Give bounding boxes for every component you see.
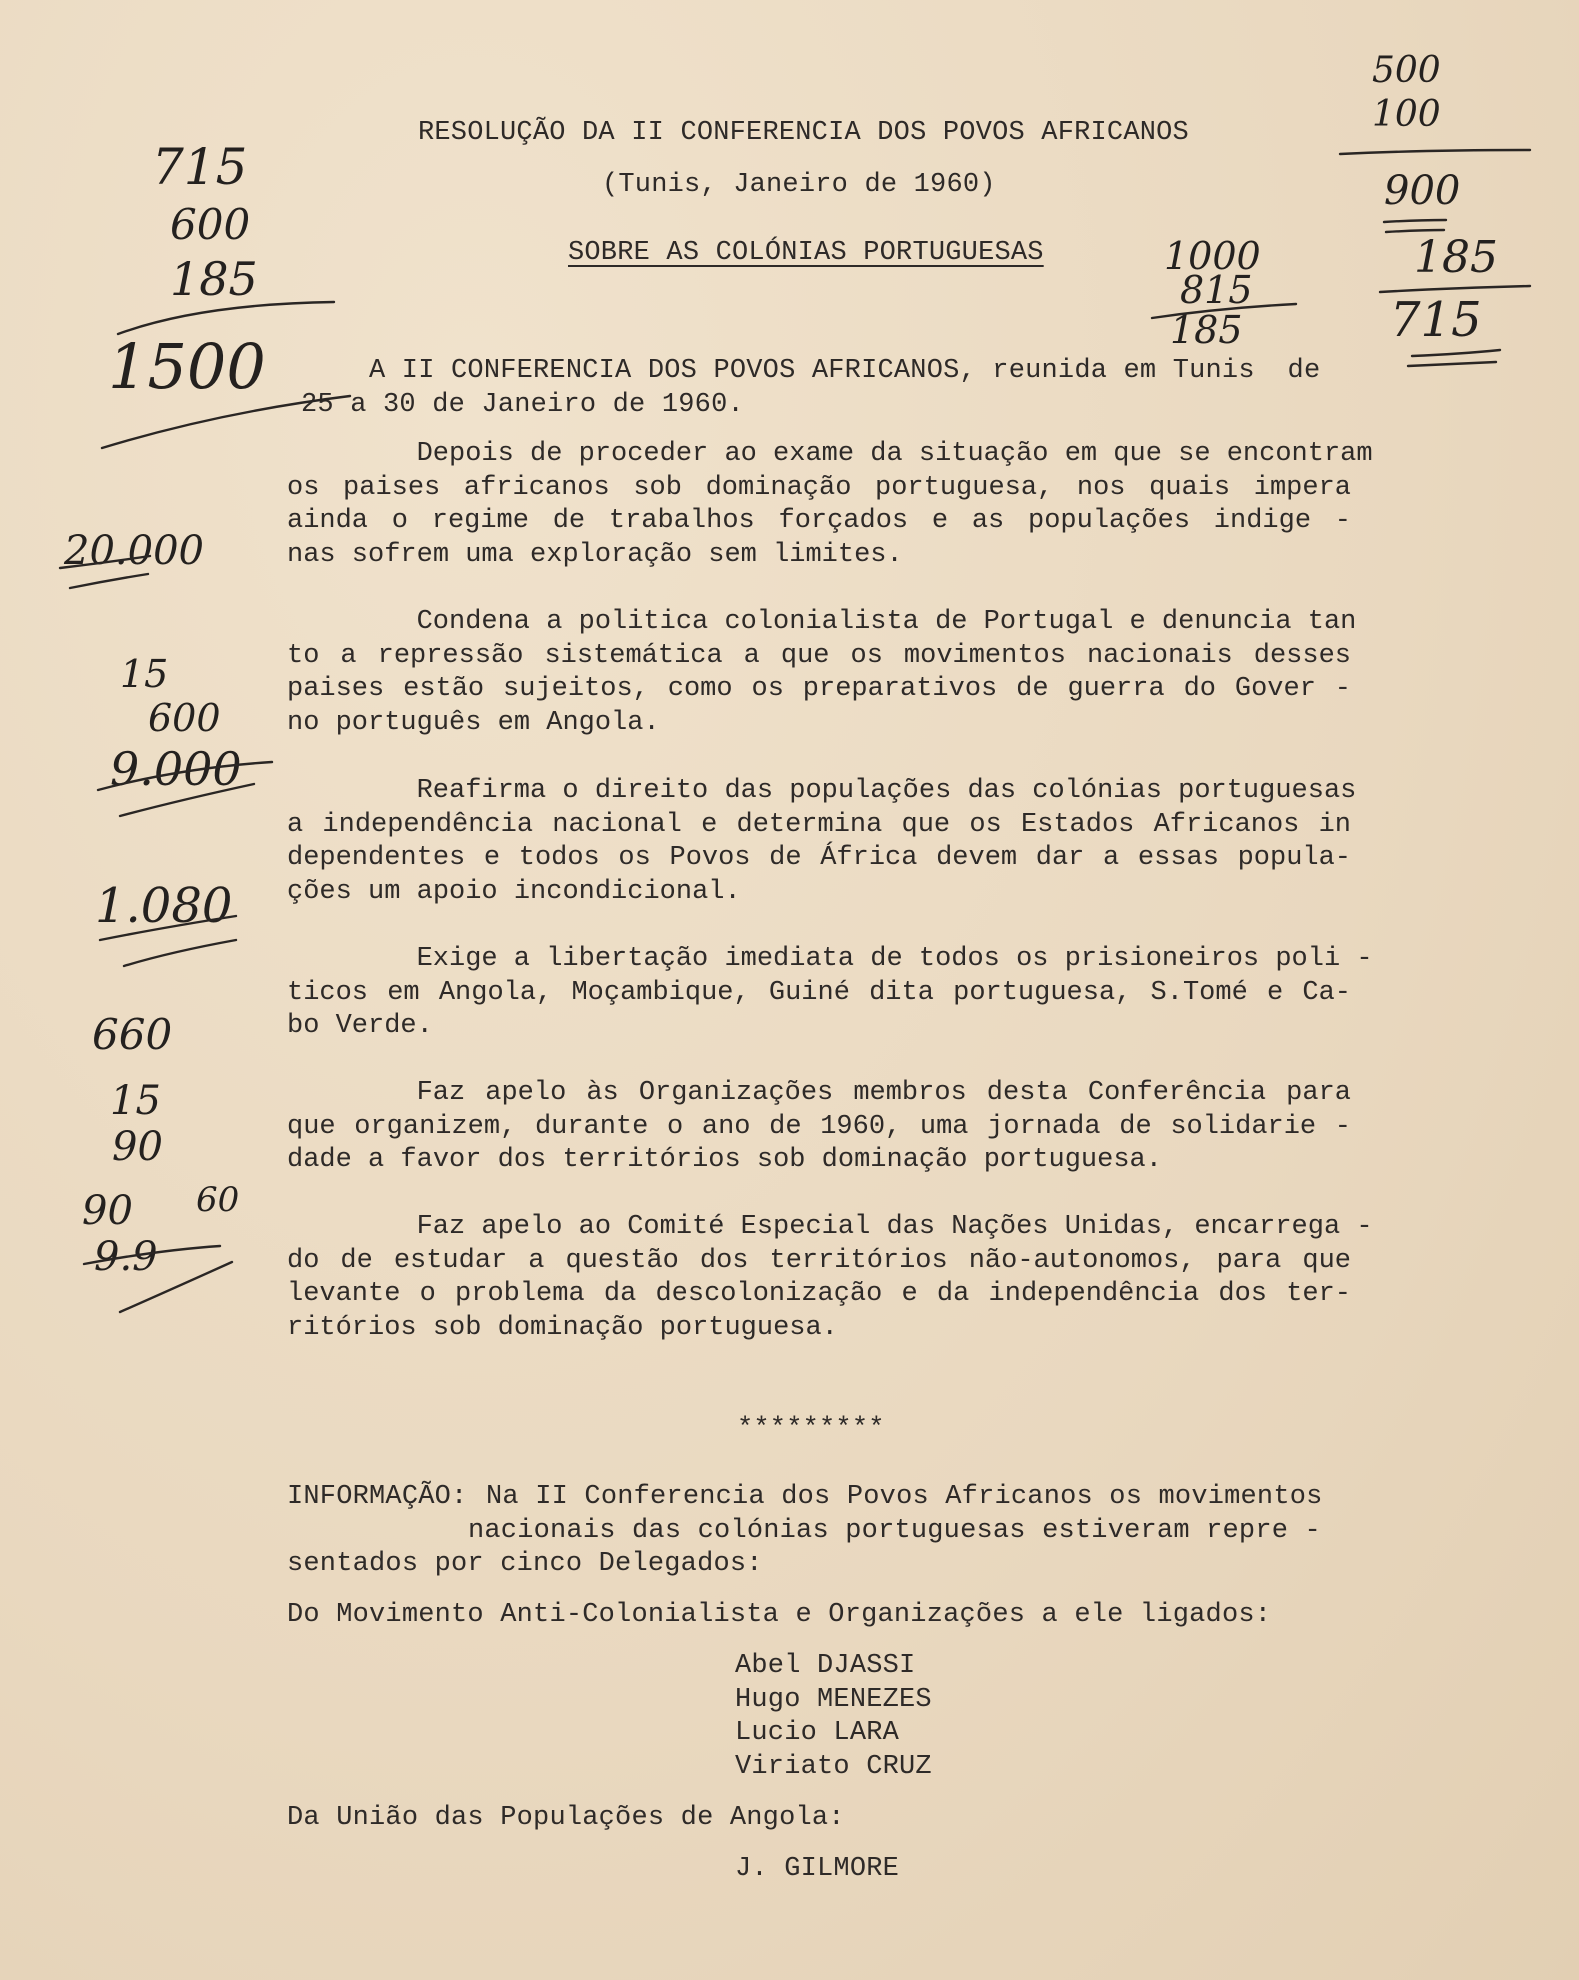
paragraph-2 (287, 606, 1357, 740)
paragraph-line: Depois de proceder ao exame da situação em que se encontram (416, 439, 1373, 469)
handwritten-number: 90 (82, 1188, 133, 1234)
paragraph-line: ticos em Angola, Moçambique, Guiné dita portuguesa, S.Tomé e Ca- (287, 977, 1351, 1008)
delegation-heading-upa: Da União das Populações de Angola: (287, 1803, 845, 1833)
paragraph-line: Condena a politica colonialista de Portugal e denuncia tan (416, 607, 1357, 637)
handwritten-number: 9.000 (110, 742, 242, 796)
paragraph-line: do de estudar a questão dos territórios não-autonomos, para que (287, 1245, 1351, 1276)
delegate-name: Lucio LARA (735, 1718, 900, 1748)
informacao-label: INFORMAÇÃO: (287, 1482, 468, 1512)
paragraph-4 (287, 943, 1373, 1044)
paragraph-line: nas sofrem uma exploração sem limites. (287, 539, 903, 570)
handwritten-number: 900 (1384, 168, 1461, 214)
handwritten-number: 9.9 (94, 1234, 158, 1280)
paragraph-line: a independência nacional e determina que os Estados Africanos in (287, 809, 1351, 840)
handwritten-number: 715 (1390, 292, 1482, 348)
informacao-line-2: nacionais das colónias portuguesas estiveram repre - (468, 1516, 1321, 1546)
handwritten-number: 60 (196, 1180, 240, 1220)
handwritten-number: 1500 (108, 330, 266, 403)
handwritten-number: 90 (112, 1124, 163, 1170)
delegate-name: Hugo MENEZES (735, 1685, 932, 1715)
handwritten-number: 1.080 (95, 878, 233, 934)
paragraph-line: ções um apoio incondicional. (287, 876, 741, 907)
informacao-line-3: sentados por cinco Delegados: (287, 1549, 763, 1579)
paragraph-line: Exige a libertação imediata de todos os prisioneiros poli - (416, 944, 1373, 974)
handwritten-number: 600 (170, 200, 251, 249)
paragraph-line: os paises africanos sob dominação portuguesa, nos quais impera (287, 472, 1351, 503)
intro-line-1: A II CONFERENCIA DOS POVOS AFRICANOS, reunida em Tunis de (369, 356, 1321, 386)
paragraph-6 (287, 1211, 1373, 1345)
handwritten-number: 20.000 (64, 528, 204, 574)
handwritten-number: 100 (1372, 94, 1441, 135)
paragraph-line: ainda o regime de trabalhos forçados e as populações indige - (287, 506, 1351, 536)
paragraph-5 (287, 1077, 1351, 1178)
delegate-name: Abel DJASSI (735, 1651, 916, 1681)
handwritten-number: 1000 (1164, 234, 1261, 278)
paragraph-line: bo Verde. (287, 1011, 433, 1041)
paragraph-line: to a repressão sistemática a que os movimentos nacionais desses (287, 640, 1351, 671)
handwritten-number: 660 (92, 1010, 173, 1059)
handwritten-number: 185 (1414, 232, 1498, 283)
paragraph-line: Faz apelo ao Comité Especial das Nações Unidas, encarrega - (416, 1212, 1373, 1242)
delegate-name: J. GILMORE (735, 1854, 900, 1884)
document-subject: SOBRE AS COLÓNIAS PORTUGUESAS (568, 238, 1044, 268)
paragraph-line: no português em Angola. (287, 707, 660, 738)
paragraph-3 (287, 775, 1357, 909)
handwritten-number: 185 (1170, 308, 1243, 352)
handwritten-number: 815 (1180, 268, 1253, 312)
handwritten-number: 500 (1372, 50, 1441, 91)
handwritten-number: 600 (148, 696, 221, 740)
paragraph-line: Faz apelo às Organizações membros desta Conferência para (416, 1078, 1351, 1108)
delegate-name: Viriato CRUZ (735, 1752, 932, 1782)
paragraph-line: paises estão sujeitos, como os preparativos de guerra do Gover - (287, 674, 1351, 704)
handwritten-number: 15 (120, 652, 169, 696)
document-title: RESOLUÇÃO DA II CONFERENCIA DOS POVOS AFRICANOS (418, 118, 1189, 148)
intro-line-2: 25 a 30 de Janeiro de 1960. (301, 390, 744, 420)
paragraph-1 (287, 438, 1373, 572)
paragraph-line: dependentes e todos os Povos de África devem dar a essas popula- (287, 843, 1351, 873)
delegation-heading-mac: Do Movimento Anti-Colonialista e Organizações a ele ligados: (287, 1600, 1272, 1630)
paragraph-line: Reafirma o direito das populações das colónias portuguesas (416, 776, 1357, 806)
paragraph-line: levante o problema da descolonização e da independência dos ter- (287, 1279, 1351, 1309)
handwritten-number: 15 (110, 1078, 161, 1124)
informacao-line-1: Na II Conferencia dos Povos Africanos os movimentos (486, 1482, 1323, 1512)
handwritten-number: 185 (170, 252, 258, 306)
paragraph-line: que organizem, durante o ano de 1960, uma jornada de solidarie - (287, 1111, 1351, 1142)
separator: ********* (737, 1414, 885, 1444)
paragraph-line: dade a favor dos territórios sob dominação portuguesa. (287, 1145, 1162, 1175)
place-date: (Tunis, Janeiro de 1960) (602, 170, 996, 200)
paragraph-line: ritórios sob dominação portuguesa. (287, 1312, 838, 1343)
handwritten-number: 715 (152, 138, 248, 196)
